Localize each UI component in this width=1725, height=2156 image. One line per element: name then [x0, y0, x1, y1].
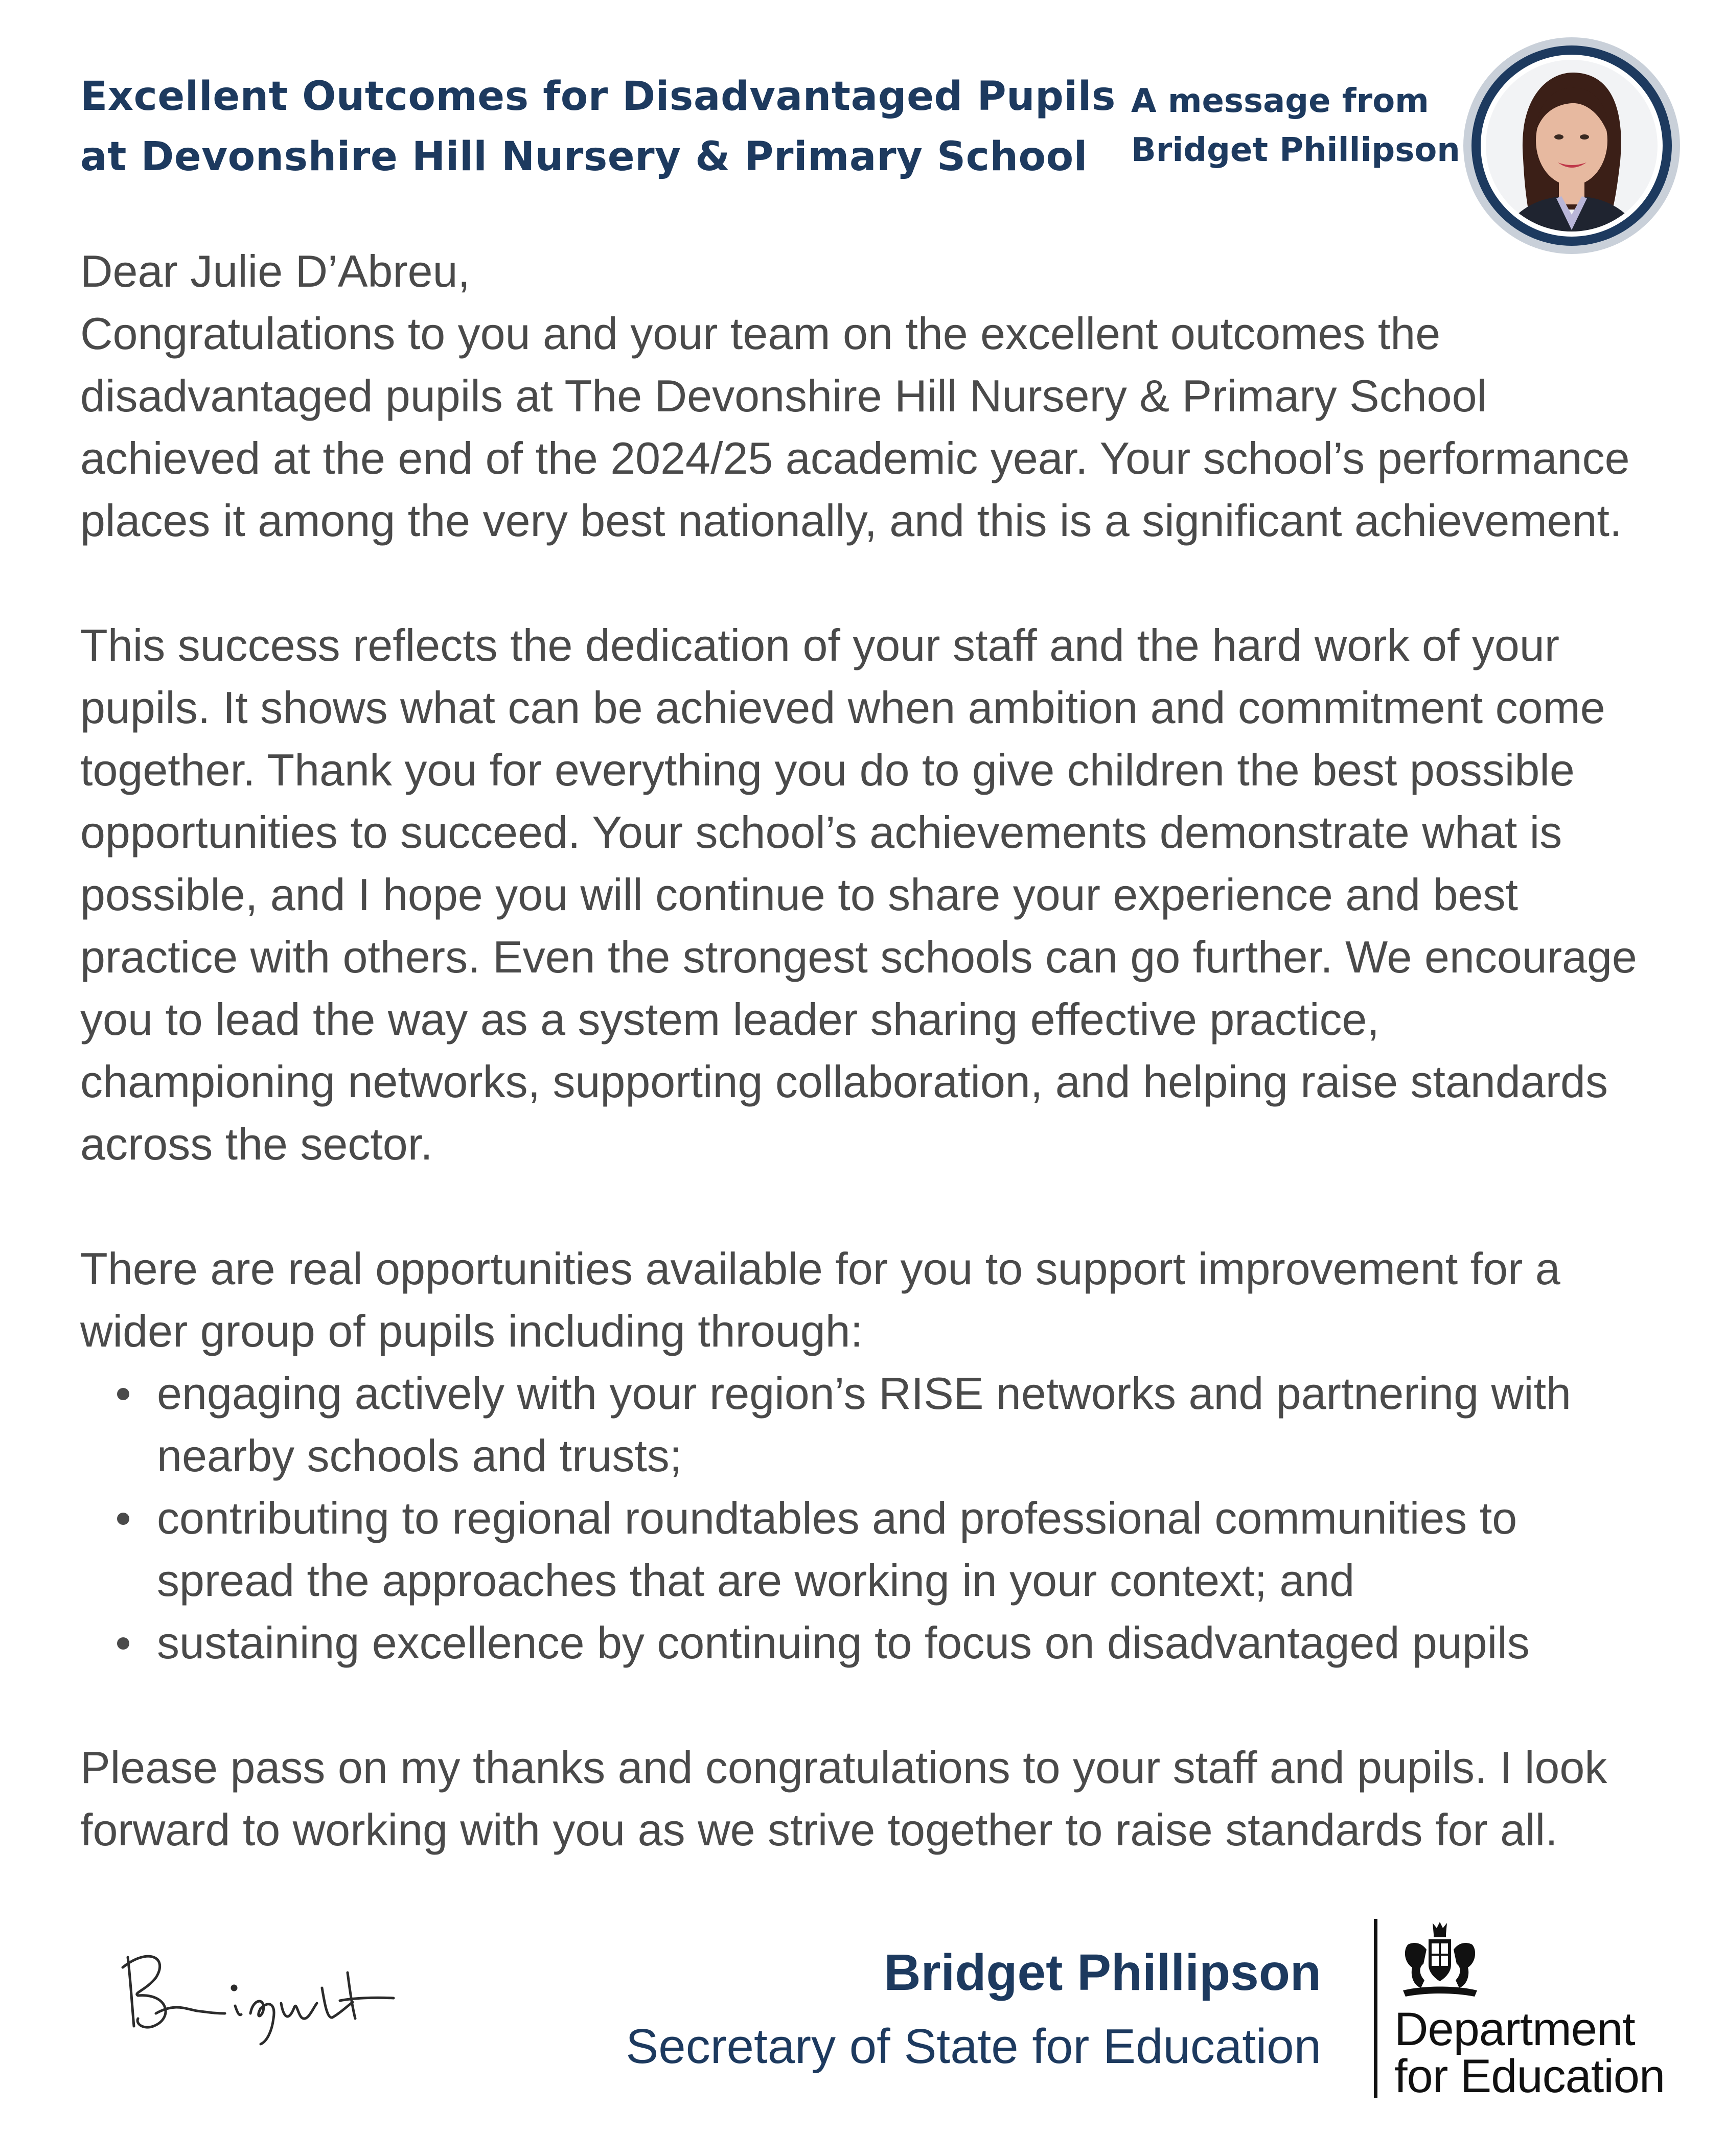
portrait-photo — [1462, 36, 1682, 256]
signer-role: Secretary of State for Education — [626, 2019, 1321, 2074]
signer-block — [626, 1937, 1321, 2085]
paragraph-success: This success reflects the dedication of your staff and the hard work of your pupils. It shows what can be achieved when ambition and commitment come together. Thank you for everything you do to give children the best possible opportunities to succeed. Your school’s achievements demonstrate what is possible, and I hope you will continue to share your experience and best practice with others. Even the strongest schools can go further. We encourage you to lead the way as a system leader sharing effective practice, championing networks, supporting collaboration, and helping raise standards across the sector. — [80, 620, 1637, 1169]
list-item — [80, 1612, 1680, 1674]
paragraph-congratulations: Congratulations to you and your team on the excellent outcomes the disadvantaged pupils at The Devonshire Hill Nursery & Primary School achieved at the end of the 2024/25 academic year. Your school’s performance places it among the very best nationally, and this is a significant achievement. — [80, 308, 1630, 546]
message-from-line-1: A message from — [1131, 82, 1429, 120]
dfe-logo-line-2: for Education — [1394, 2050, 1665, 2102]
signer-name: Bridget Phillipson — [884, 1944, 1321, 2001]
handwritten-signature — [107, 1937, 445, 2049]
letter-title-line-2: at Devonshire Hill Nursery & Primary School — [80, 134, 1088, 180]
letter-body — [80, 240, 1680, 1861]
letter-title-line-1: Excellent Outcomes for Disadvantaged Pupils — [80, 74, 1116, 120]
bullet-icon — [117, 1513, 129, 1525]
list-item-text: sustaining excellence by continuing to focus on disadvantaged pupils — [157, 1617, 1530, 1668]
dfe-logo-wordmark — [1394, 2003, 1665, 2102]
bullet-icon — [117, 1637, 129, 1650]
bullet-icon — [117, 1388, 129, 1400]
list-item-text: contributing to regional roundtables and professional communities to spread the approaches that are working in your context; and — [157, 1493, 1517, 1606]
salutation: Dear Julie D’Abreu, — [80, 246, 470, 296]
list-item — [80, 1362, 1680, 1487]
message-from-label — [1131, 77, 1458, 175]
list-item-text: engaging actively with your region’s RISE networks and partnering with nearby schools and trusts; — [157, 1368, 1571, 1481]
dfe-logo-line-1: Department — [1394, 2003, 1635, 2055]
royal-crest-icon — [1393, 1919, 1487, 2001]
list-item — [80, 1487, 1680, 1612]
paragraph-opportunities: There are real opportunities available for you to support improvement for a wider group of pupils including through: — [80, 1243, 1560, 1356]
letter-title — [80, 66, 1128, 187]
message-from-line-2: Bridget Phillipson — [1131, 131, 1460, 169]
opportunities-list — [80, 1362, 1680, 1674]
logo-divider — [1374, 1919, 1377, 2098]
paragraph-thanks: Please pass on my thanks and congratulations to your staff and pupils. I look forward to working with you as we strive together to raise standards for all. — [80, 1742, 1607, 1855]
